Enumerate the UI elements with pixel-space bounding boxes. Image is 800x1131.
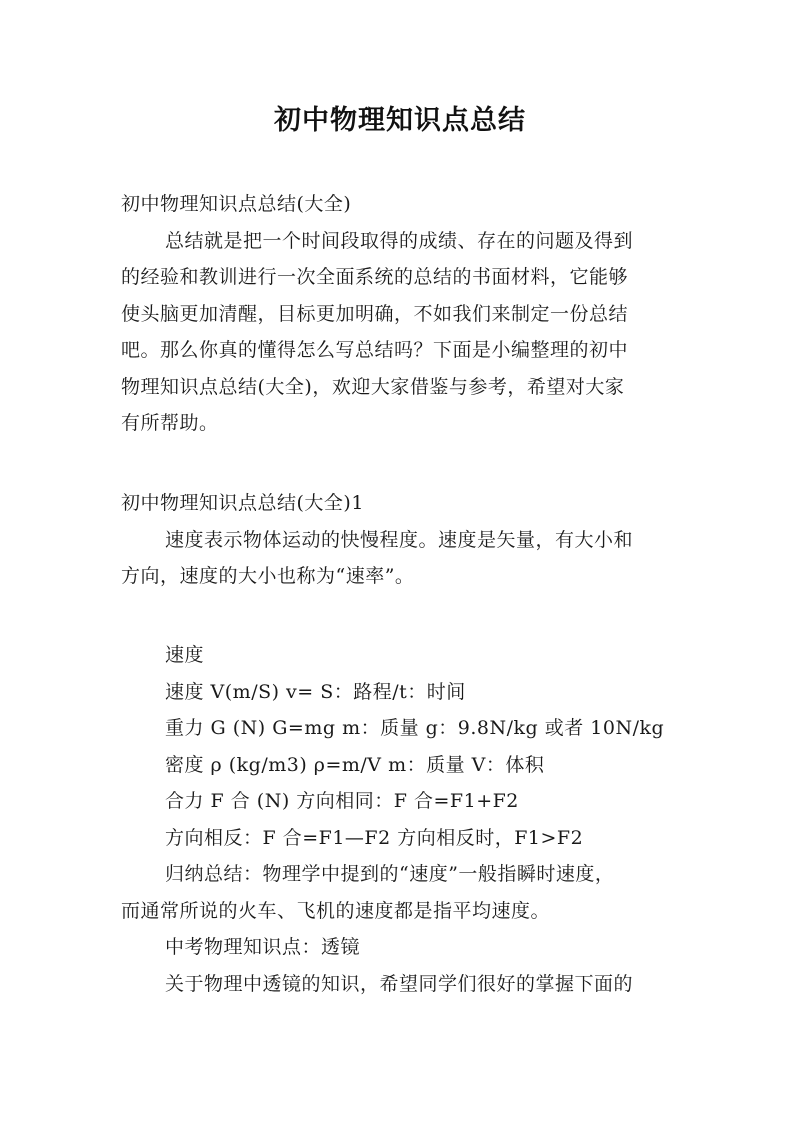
formula-block: [121, 637, 686, 1002]
intro-line-2: 的经验和教训进行一次全面系统的总结的书面材料，它能够: [121, 266, 629, 288]
section1-block: [121, 485, 686, 595]
intro-heading: 初中物理知识点总结(大全): [121, 193, 352, 215]
formula-density: 密度 ρ (kg/m3) ρ=m/V m：质量 V：体积: [165, 753, 545, 776]
formula-gravity: 重力 G (N) G=mg m：质量 g：9.8N/kg 或者 10N/kg: [165, 717, 665, 739]
section2-heading: 中考物理知识点：透镜: [165, 936, 361, 958]
intro-line-3: 使头脑更加清醒，目标更加明确，不如我们来制定一份总结: [121, 302, 629, 325]
intro-line-4: 吧。那么你真的懂得怎么写总结吗？下面是小编整理的初中: [121, 339, 629, 361]
section2-line-1: 关于物理中透镜的知识，希望同学们很好的掌握下面的: [165, 972, 634, 995]
intro-line-5: 物理知识点总结(大全)，欢迎大家借鉴与参考，希望对大家: [121, 375, 625, 398]
formula-heading: 速度: [165, 644, 205, 666]
intro-line-6: 有所帮助。: [121, 412, 219, 434]
summary-line-1: 归纳总结：物理学中提到的“速度”一般指瞬时速度，: [165, 863, 615, 885]
section1-line-1: 速度表示物体运动的快慢程度。速度是矢量，有大小和: [165, 528, 634, 551]
formula-velocity: 速度 V(m/S) v= S：路程/t：时间: [165, 680, 466, 703]
section1-line-2: 方向，速度的大小也称为“速率”。: [121, 565, 415, 587]
formula-resultant-same: 合力 F 合 (N) 方向相同：F 合=F1+F2: [165, 790, 519, 812]
document-title: 初中物理知识点总结: [274, 105, 526, 136]
summary-line-2: 而通常所说的火车、飞机的速度都是指平均速度。: [121, 899, 551, 922]
intro-block: [121, 186, 686, 442]
formula-resultant-opposite: 方向相反：F 合=F1—F2 方向相反时，F1>F2: [165, 826, 584, 849]
section1-heading: 初中物理知识点总结(大全)1: [121, 492, 364, 514]
intro-line-1: 总结就是把一个时间段取得的成绩、存在的问题及得到: [165, 229, 634, 252]
